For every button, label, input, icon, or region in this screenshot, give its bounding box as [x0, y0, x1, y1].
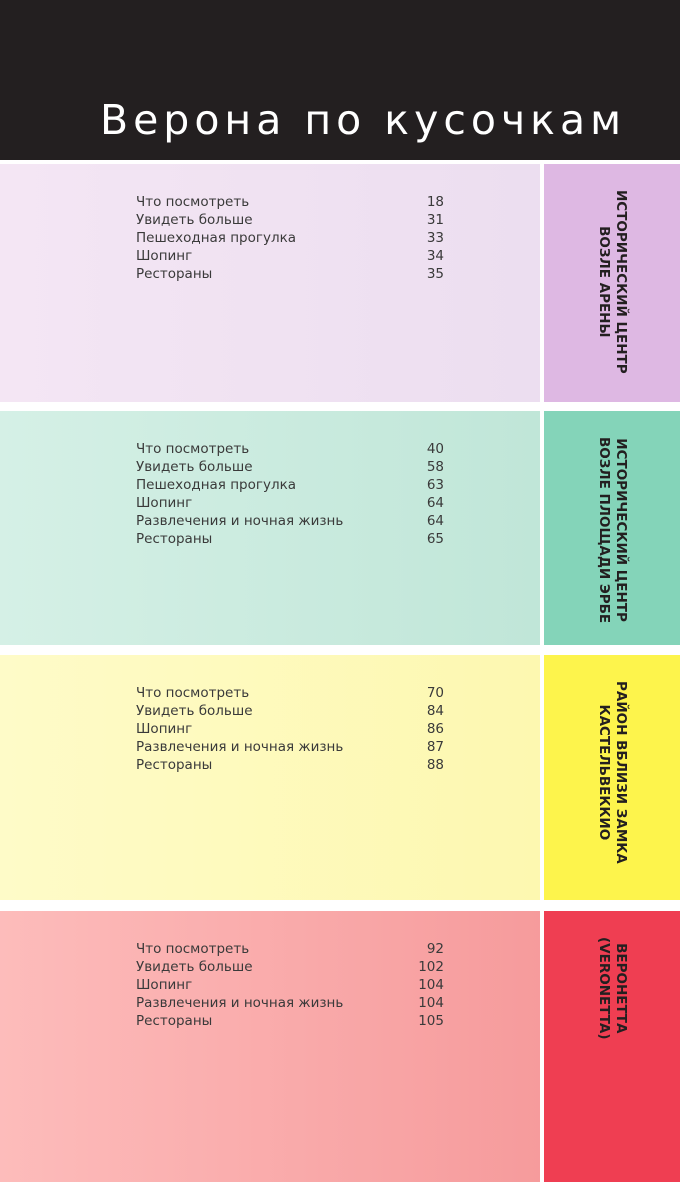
entry-page: 33 [426, 230, 444, 246]
entry-label: Что посмотреть [136, 441, 250, 457]
entry-page: 35 [426, 266, 444, 282]
section-arena [0, 164, 680, 402]
page-header [0, 0, 680, 160]
entry-page: 104 [418, 995, 444, 1011]
section-tab[interactable] [544, 655, 680, 900]
entry-label: Пешеходная прогулка [136, 230, 297, 246]
entry-label: Что посмотреть [136, 685, 250, 701]
contents-entry[interactable] [136, 958, 444, 976]
entry-label: Увидеть больше [136, 212, 253, 228]
tab-line: (VERONETTA) [596, 937, 612, 1040]
entry-label: Что посмотреть [136, 194, 250, 210]
tab-line: ВЕРОНЕТТА [613, 943, 629, 1034]
tab-line: ВОЗЛЕ ПЛОЩАДИ ЭРБЕ [596, 437, 612, 624]
contents-entry[interactable] [136, 1012, 444, 1030]
entry-page: 86 [426, 721, 444, 737]
contents-entry[interactable] [136, 684, 444, 702]
contents-list [136, 193, 444, 283]
entry-page: 102 [418, 959, 444, 975]
entry-label: Рестораны [136, 757, 213, 773]
contents-entry[interactable] [136, 512, 444, 530]
contents-entry[interactable] [136, 530, 444, 548]
entry-label: Развлечения и ночная жизнь [136, 995, 344, 1011]
section-erbe [0, 411, 680, 645]
section-tab[interactable] [544, 411, 680, 645]
entry-label: Шопинг [136, 495, 193, 511]
contents-entry[interactable] [136, 994, 444, 1012]
entry-label: Увидеть больше [136, 703, 253, 719]
entry-page: 34 [426, 248, 444, 264]
entry-label: Развлечения и ночная жизнь [136, 513, 344, 529]
contents-list [136, 440, 444, 548]
entry-label: Рестораны [136, 1013, 213, 1029]
contents-entry[interactable] [136, 738, 444, 756]
tab-line: ВОЗЛЕ АРЕНЫ [596, 226, 612, 338]
entry-label: Пешеходная прогулка [136, 477, 297, 493]
contents-list [136, 940, 444, 1030]
contents-entry[interactable] [136, 756, 444, 774]
entry-page: 65 [426, 531, 444, 547]
contents-entry[interactable] [136, 193, 444, 211]
contents-entry[interactable] [136, 247, 444, 265]
page-title: Верона по кусочкам [99, 96, 626, 144]
entry-label: Рестораны [136, 531, 213, 547]
entry-page: 63 [426, 477, 444, 493]
entry-label: Рестораны [136, 266, 213, 282]
section-body [0, 655, 540, 900]
tab-line: РАЙОН ВБЛИЗИ ЗАМКА [613, 681, 629, 864]
entry-page: 70 [426, 685, 444, 701]
entry-label: Что посмотреть [136, 941, 250, 957]
entry-label: Увидеть больше [136, 959, 253, 975]
section-tab-label [595, 681, 629, 864]
contents-entry[interactable] [136, 229, 444, 247]
tab-line: ИСТОРИЧЕСКИЙ ЦЕНТР [613, 438, 629, 622]
entry-label: Развлечения и ночная жизнь [136, 739, 344, 755]
tab-line: КАСТЕЛЬВЕККИО [596, 704, 612, 841]
contents-entry[interactable] [136, 494, 444, 512]
section-tab[interactable] [544, 164, 680, 402]
section-tab[interactable] [544, 911, 680, 1182]
entry-page: 31 [426, 212, 444, 228]
section-veronetta [0, 911, 680, 1182]
entry-label: Шопинг [136, 248, 193, 264]
contents-entry[interactable] [136, 265, 444, 283]
entry-page: 18 [426, 194, 444, 210]
contents-entry[interactable] [136, 940, 444, 958]
entry-label: Шопинг [136, 721, 193, 737]
entry-label: Шопинг [136, 977, 193, 993]
contents-entry[interactable] [136, 440, 444, 458]
entry-label: Увидеть больше [136, 459, 253, 475]
section-body [0, 911, 540, 1182]
tab-line: ИСТОРИЧЕСКИЙ ЦЕНТР [613, 190, 629, 374]
entry-page: 58 [426, 459, 444, 475]
entry-page: 92 [426, 941, 444, 957]
section-body [0, 411, 540, 645]
entry-page: 40 [426, 441, 444, 457]
contents-entry[interactable] [136, 211, 444, 229]
section-tab-label [595, 190, 629, 374]
entry-page: 84 [426, 703, 444, 719]
contents-entry[interactable] [136, 458, 444, 476]
contents-entry[interactable] [136, 720, 444, 738]
entry-page: 64 [426, 513, 444, 529]
section-tab-label [595, 937, 629, 1040]
entry-page: 87 [426, 739, 444, 755]
contents-list [136, 684, 444, 774]
section-tab-label [595, 437, 629, 623]
entry-page: 88 [426, 757, 444, 773]
entry-page: 104 [418, 977, 444, 993]
entry-page: 64 [426, 495, 444, 511]
entry-page: 105 [418, 1013, 444, 1029]
contents-entry[interactable] [136, 702, 444, 720]
contents-entry[interactable] [136, 476, 444, 494]
contents-entry[interactable] [136, 976, 444, 994]
section-castelvecchio [0, 655, 680, 900]
section-body [0, 164, 540, 402]
